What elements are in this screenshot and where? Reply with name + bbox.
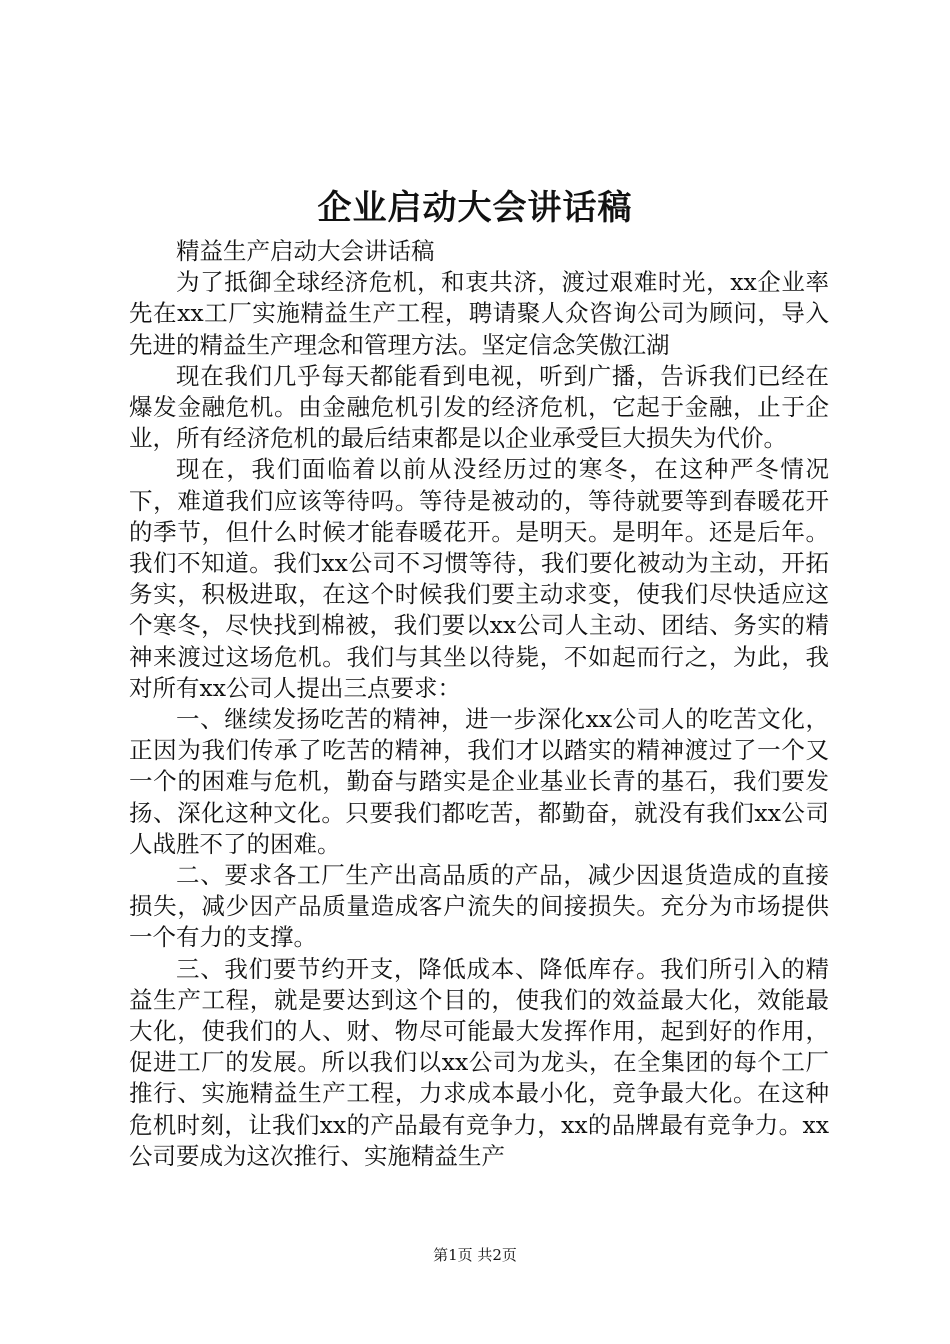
paragraph-winter: 现在，我们面临着以前从没经历过的寒冬，在这种严冬情况下，难道我们应该等待吗。等待是被动的，等待就要等到春暖花开的季节，但什么时候才能春暖花开。是明天。是明年。还是后年。我们不知道。我们xx公司不习惯等待，我们要化被动为主动，开拓务实，积极进取，在这个时候我们要主动求变，使我们尽快适应这个寒冬，尽快找到棉被，我们要以xx公司人主动、团结、务实的精神来渡过这场危机。我们与其坐以待毙，不如起而行之，为此，我对所有xx公司人提出三点要求：	[129, 455, 829, 702]
paragraph-subtitle: 精益生产启动大会讲话稿	[176, 237, 435, 265]
document-title: 企业启动大会讲话稿	[317, 188, 633, 228]
document-body	[129, 236, 829, 1172]
paragraph-requirement-3: 三、我们要节约开支，降低成本、降低库存。我们所引入的精益生产工程，就是要达到这个目的，使我们的效益最大化，效能最大化，使我们的人、财、物尽可能最大发挥作用，起到好的作用，促进工厂的发展。所以我们以xx公司为龙头，在全集团的每个工厂推行、实施精益生产工程，力求成本最小化，竞争最大化。在这种危机时刻，让我们xx的产品最有竞争力，xx的品牌最有竞争力。xx公司要成为这次推行、实施精益生产	[129, 954, 829, 1170]
paragraph-crisis: 现在我们几乎每天都能看到电视，听到广播，告诉我们已经在爆发金融危机。由金融危机引发的经济危机，它起于金融，止于企业，所有经济危机的最后结束都是以企业承受巨大损失为代价。	[129, 361, 829, 453]
paragraph-requirement-1: 一、继续发扬吃苦的精神，进一步深化xx公司人的吃苦文化，正因为我们传承了吃苦的精神，我们才以踏实的精神渡过了一个又一个的困难与危机，勤奋与踏实是企业基业长青的基石，我们要发扬、深化这种文化。只要我们都吃苦，都勤奋，就没有我们xx公司人战胜不了的困难。	[129, 705, 829, 858]
paragraph-requirement-2: 二、要求各工厂生产出高品质的产品，减少因退货造成的直接损失，减少因产品质量造成客户流失的间接损失。充分为市场提供一个有力的支撑。	[129, 861, 829, 952]
paragraph-intro: 为了抵御全球经济危机，和衷共济，渡过艰难时光，xx企业率先在xx工厂实施精益生产工程，聘请聚人众咨询公司为顾问，导入先进的精益生产理念和管理方法。坚定信念笑傲江湖	[129, 268, 829, 359]
page-number-footer: 第1页 共2页	[433, 1246, 517, 1264]
